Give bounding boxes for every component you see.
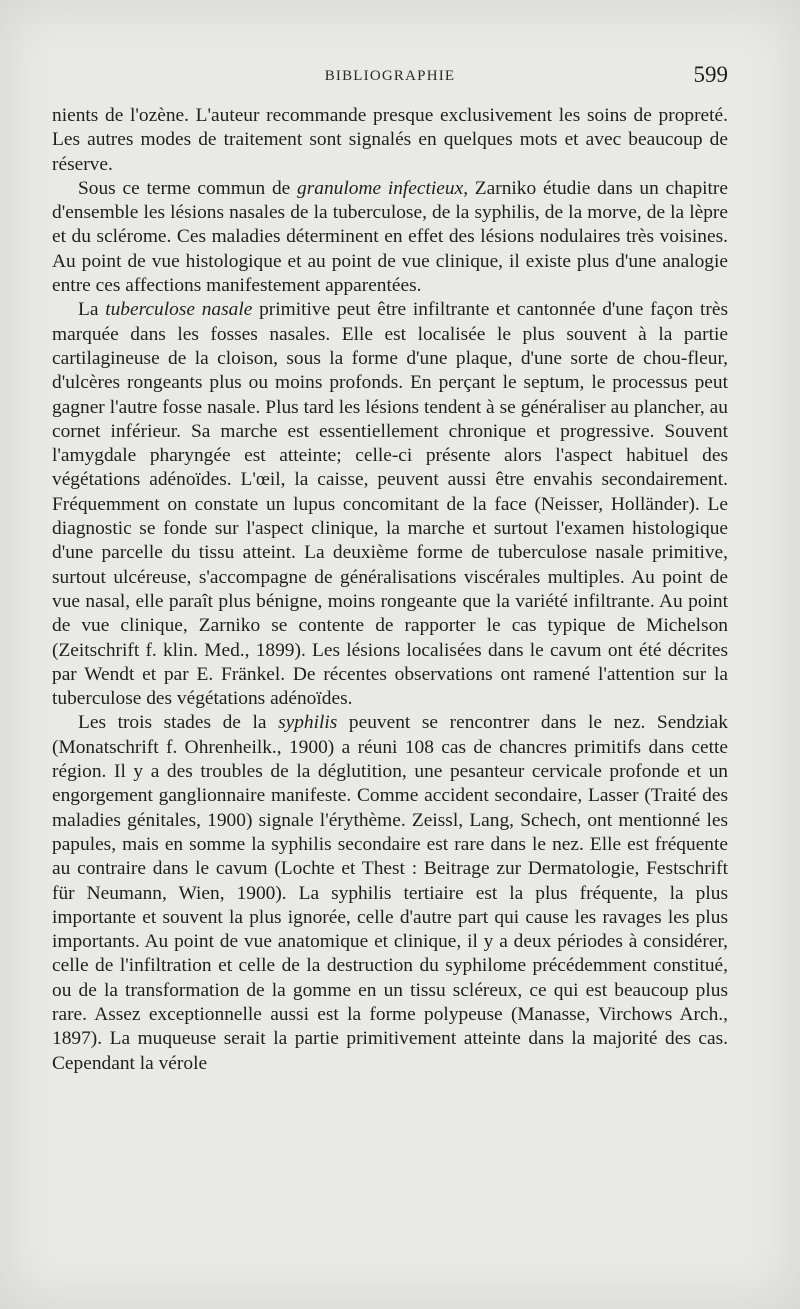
text-run: La bbox=[78, 299, 106, 321]
text-run: Sous ce terme commun de bbox=[78, 177, 298, 199]
paragraph bbox=[52, 298, 728, 711]
italic-term: tuberculose nasale bbox=[105, 299, 253, 321]
paragraph bbox=[52, 711, 728, 1075]
text-run: , Zarniko étudie dans un chapitre d'ensemble les lésions nasales de la tuberculose, de la syphilis, de la morve, de la lèpre et du sclérome. Ces maladies déterminent en effet des lésions nodulaires très voisines. Au point de vue histologique et au point de vue clinique, il existe plus d'une analogie entre ces affections manifestement apparentées. bbox=[52, 177, 728, 297]
text-run: Les trois stades de la bbox=[78, 712, 279, 734]
running-header bbox=[52, 62, 728, 92]
page-number: 599 bbox=[693, 62, 728, 87]
text-run: peuvent se rencontrer dans le nez. Sendziak (Monatschrift f. Ohrenheilk., 1900) a réuni 108 cas de chancres primitifs dans cette région. Il y a des troubles de la déglutition, une pesanteur cervicale profonde et un engorgement ganglionnaire manifeste. Comme accident secondaire, Lasser (Traité des maladies génitales, 1900) signale l'érythème. Zeissl, Lang, Schech, ont mentionné les papules, mais en somme la syphilis secondaire est rare dans le nez. Elle est fréquente au contraire dans le cavum (Lochte et Thest : Beitrage zur Dermatologie, Festschrift für Neumann, Wien, 1900). La syphilis tertiaire est la plus fréquente, la plus importante et souvent la plus ignorée, celle d'autre part qui cause les ravages les plus importants. Au point de vue anatomique et clinique, il y a deux périodes à considérer, celle de l'infiltration et celle de la destruction du syphilome précédemment constitué, ou de la transformation de la gomme en un tissu scléreux, ce qui est beaucoup plus rare. Assez exceptionnelle aussi est la forme polypeuse (Manasse, Virchows Arch., 1897). La muqueuse serait la partie primitivement atteinte dans la majorité des cas. Cependant la vérole bbox=[52, 712, 728, 1074]
paragraph bbox=[52, 104, 728, 177]
body-text bbox=[52, 104, 728, 1076]
running-header-title: BIBLIOGRAPHIE bbox=[324, 68, 456, 84]
text-run: primitive peut être infiltrante et cantonnée d'une façon très marquée dans les fosses nasales. Elle est localisée le plus souvent à la partie cartilagineuse de la cloison, sous la forme d'une plaque, d'une sorte de chou-fleur, d'ulcères rongeants plus ou moins profonds. En perçant le septum, le processus peut gagner l'autre fosse nasale. Plus tard les lésions tendent à se généraliser au plancher, au cornet inférieur. Sa marche est essentiellement chronique et progressive. Souvent l'amygdale pharyngée est atteinte; celle-ci présente alors l'aspect habituel des végétations adénoïdes. L'œil, la caisse, peuvent aussi être envahis secondairement. Fréquemment on constate un lupus concomitant de la face (Neisser, Holländer). Le diagnostic se fonde sur l'aspect clinique, la marche et surtout l'examen histologique d'une parcelle du tissu atteint. La deuxième forme de tuberculose nasale primitive, surtout ulcéreuse, s'accompagne de généralisations viscérales multiples. Au point de vue nasal, elle paraît plus bénigne, moins rongeante que la variété infiltrante. Au point de vue clinique, Zarniko se contente de rapporter le cas typique de Michelson (Zeitschrift f. klin. Med., 1899). Les lésions localisées dans le cavum ont été décrites par Wendt et par E. Fränkel. De récentes observations ont ramené l'attention sur la tuberculose des végétations adénoïdes. bbox=[52, 299, 728, 710]
paragraph bbox=[52, 177, 728, 298]
text-run: nients de l'ozène. L'auteur recommande presque exclusivement les soins de propreté. Les autres modes de traitement sont signalés en quelques mots et avec beaucoup de réserve. bbox=[52, 105, 728, 175]
italic-term: syphilis bbox=[278, 712, 338, 734]
italic-term: granulome infectieux bbox=[297, 177, 464, 199]
